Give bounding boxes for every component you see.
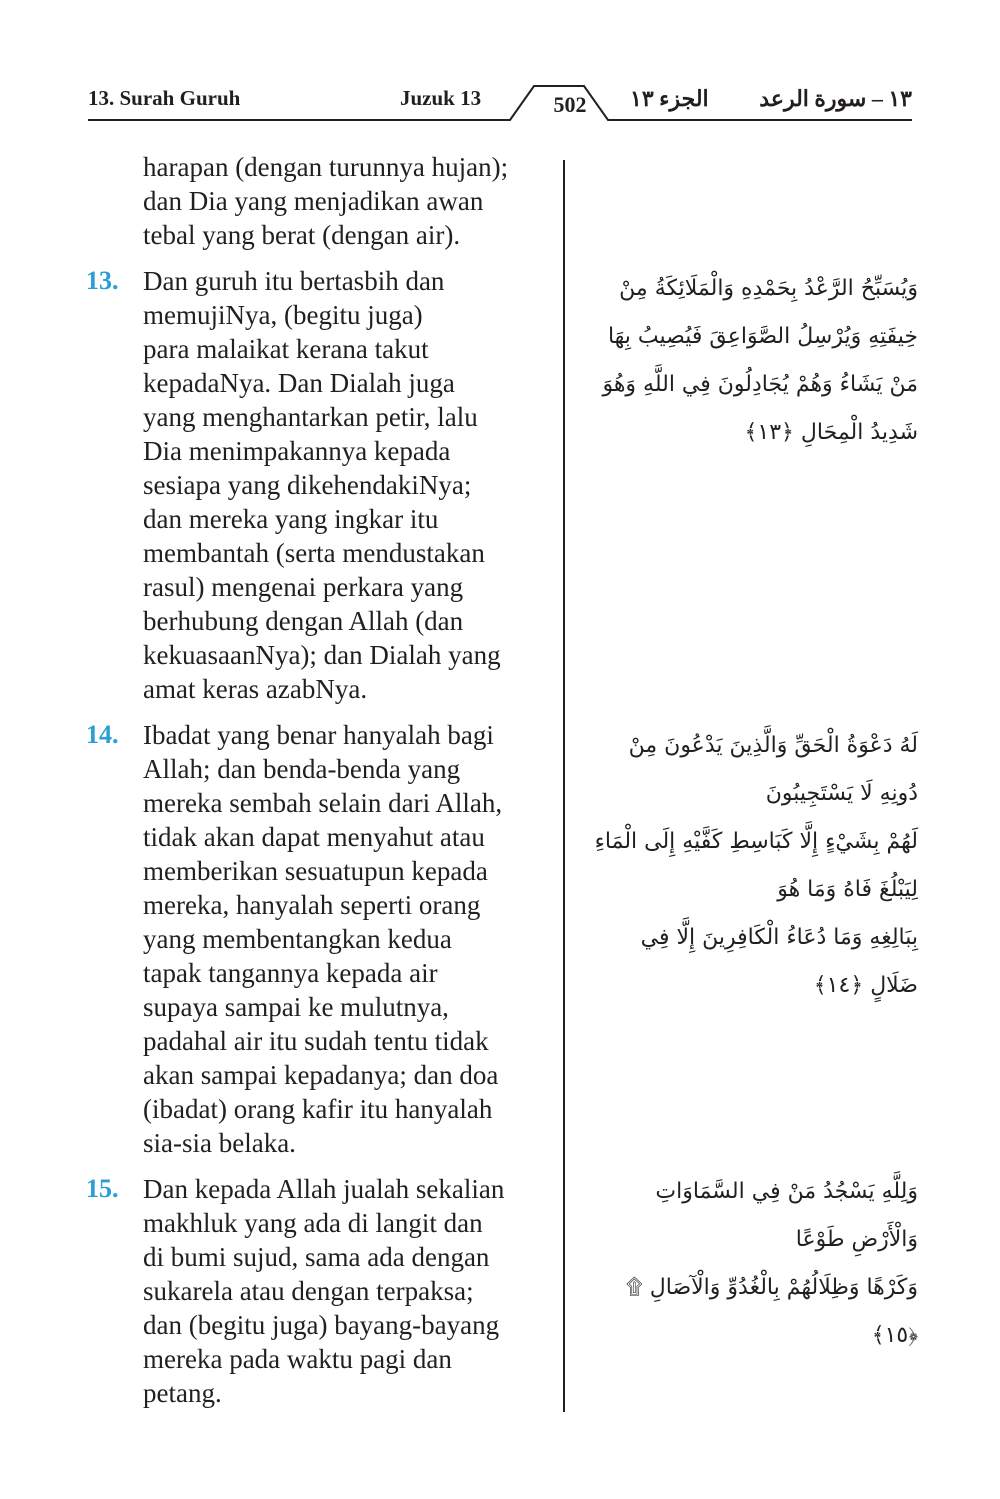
verse-translation: Ibadat yang benar hanyalah bagi Allah; dan benda-benda yang mereka sembah selain dari Allah, tidak akan dapat menyahut atau memberikan sesuatupun kepada mereka, hanyalah seperti orang yang membentangkan kedua tapak tangannya kepada air supaya sampai ke mulutnya, padahal air itu sudah tentu tidak akan sampai kepadanya; dan doa (ibadat) orang kafir itu hanyalah sia-sia belaka. <box>143 720 503 1158</box>
verse-number: 15. <box>86 1174 119 1203</box>
verse-number: 13. <box>86 266 119 295</box>
verse-number: 14. <box>86 720 119 749</box>
page-header <box>88 80 912 124</box>
page-number: 502 <box>553 92 587 117</box>
verse-14 <box>86 718 556 1160</box>
verse-continuation <box>86 150 556 252</box>
surah-title-latin: 13. Surah Guruh <box>88 86 241 110</box>
translation-column <box>86 150 556 1410</box>
arabic-verse-13: وَيُسَبِّحُ الرَّعْدُ بِحَمْدِهِ وَالْمَلَائِكَةُ مِنْ خِيفَتِهِ وَيُرْسِلُ الصَّوَاعِقَ فَيُصِيبُ بِهَا مَنْ يَشَاءُ وَهُمْ يُجَادِلُونَ فِي اللَّهِ وَهُوَ شَدِيدُ الْمِحَالِ ﴿١٣﴾ <box>602 276 918 445</box>
verse-translation: Dan kepada Allah jualah sekalian makhluk yang ada di langit dan di bumi sujud, sama ada dengan sukarela atau dengan terpaksa; dan (begitu juga) bayang-bayang mereka pada waktu pagi dan petang. <box>143 1174 505 1408</box>
arabic-verse-14: لَهُ دَعْوَةُ الْحَقِّ وَالَّذِينَ يَدْعُونَ مِنْ دُونِهِ لَا يَسْتَجِيبُونَ لَهُمْ بِشَيْءٍ إِلَّا كَبَاسِطِ كَفَّيْهِ إِلَى الْمَاءِ لِيَبْلُغَ فَاهُ وَمَا هُوَ بِبَالِغِهِ وَمَا دُعَاءُ الْكَافِرِينَ إِلَّا فِي ضَلَالٍ ﴿١٤﴾ <box>594 733 918 998</box>
arabic-verse-15: وَلِلَّهِ يَسْجُدُ مَنْ فِي السَّمَاوَاتِ وَالْأَرْضِ طَوْعًا وَكَرْهًا وَظِلَالُهُمْ بِالْغُدُوِّ وَالْآصَالِ ۩ ﴿١٥﴾ <box>626 1179 918 1348</box>
verse-13 <box>86 264 556 706</box>
juz-label-latin: Juzuk 13 <box>400 86 482 110</box>
verse-translation: harapan (dengan turunnya hujan); dan Dia yang menjadikan awan tebal yang berat (dengan air). <box>143 152 509 250</box>
verse-number <box>86 150 143 252</box>
juz-label-arabic: الجزء ١٣ <box>630 86 709 111</box>
verse-translation: Dan guruh itu bertasbih dan memujiNya, (begitu juga) para malaikat kerana takut kepadaNya. Dan Dialah juga yang menghantarkan petir, lalu Dia menimpakannya kepada sesiapa yang dikehendakiNya; dan mereka yang ingkar itu membantah (serta mendustakan rasul) mengenai perkara yang berhubung dengan Allah (dan kekuasaanNya); dan Dialah yang amat keras azabNya. <box>143 266 501 704</box>
surah-title-arabic: ١٣ – سورة الرعد <box>759 86 912 111</box>
verse-15 <box>86 1172 556 1410</box>
column-divider <box>563 160 565 1412</box>
